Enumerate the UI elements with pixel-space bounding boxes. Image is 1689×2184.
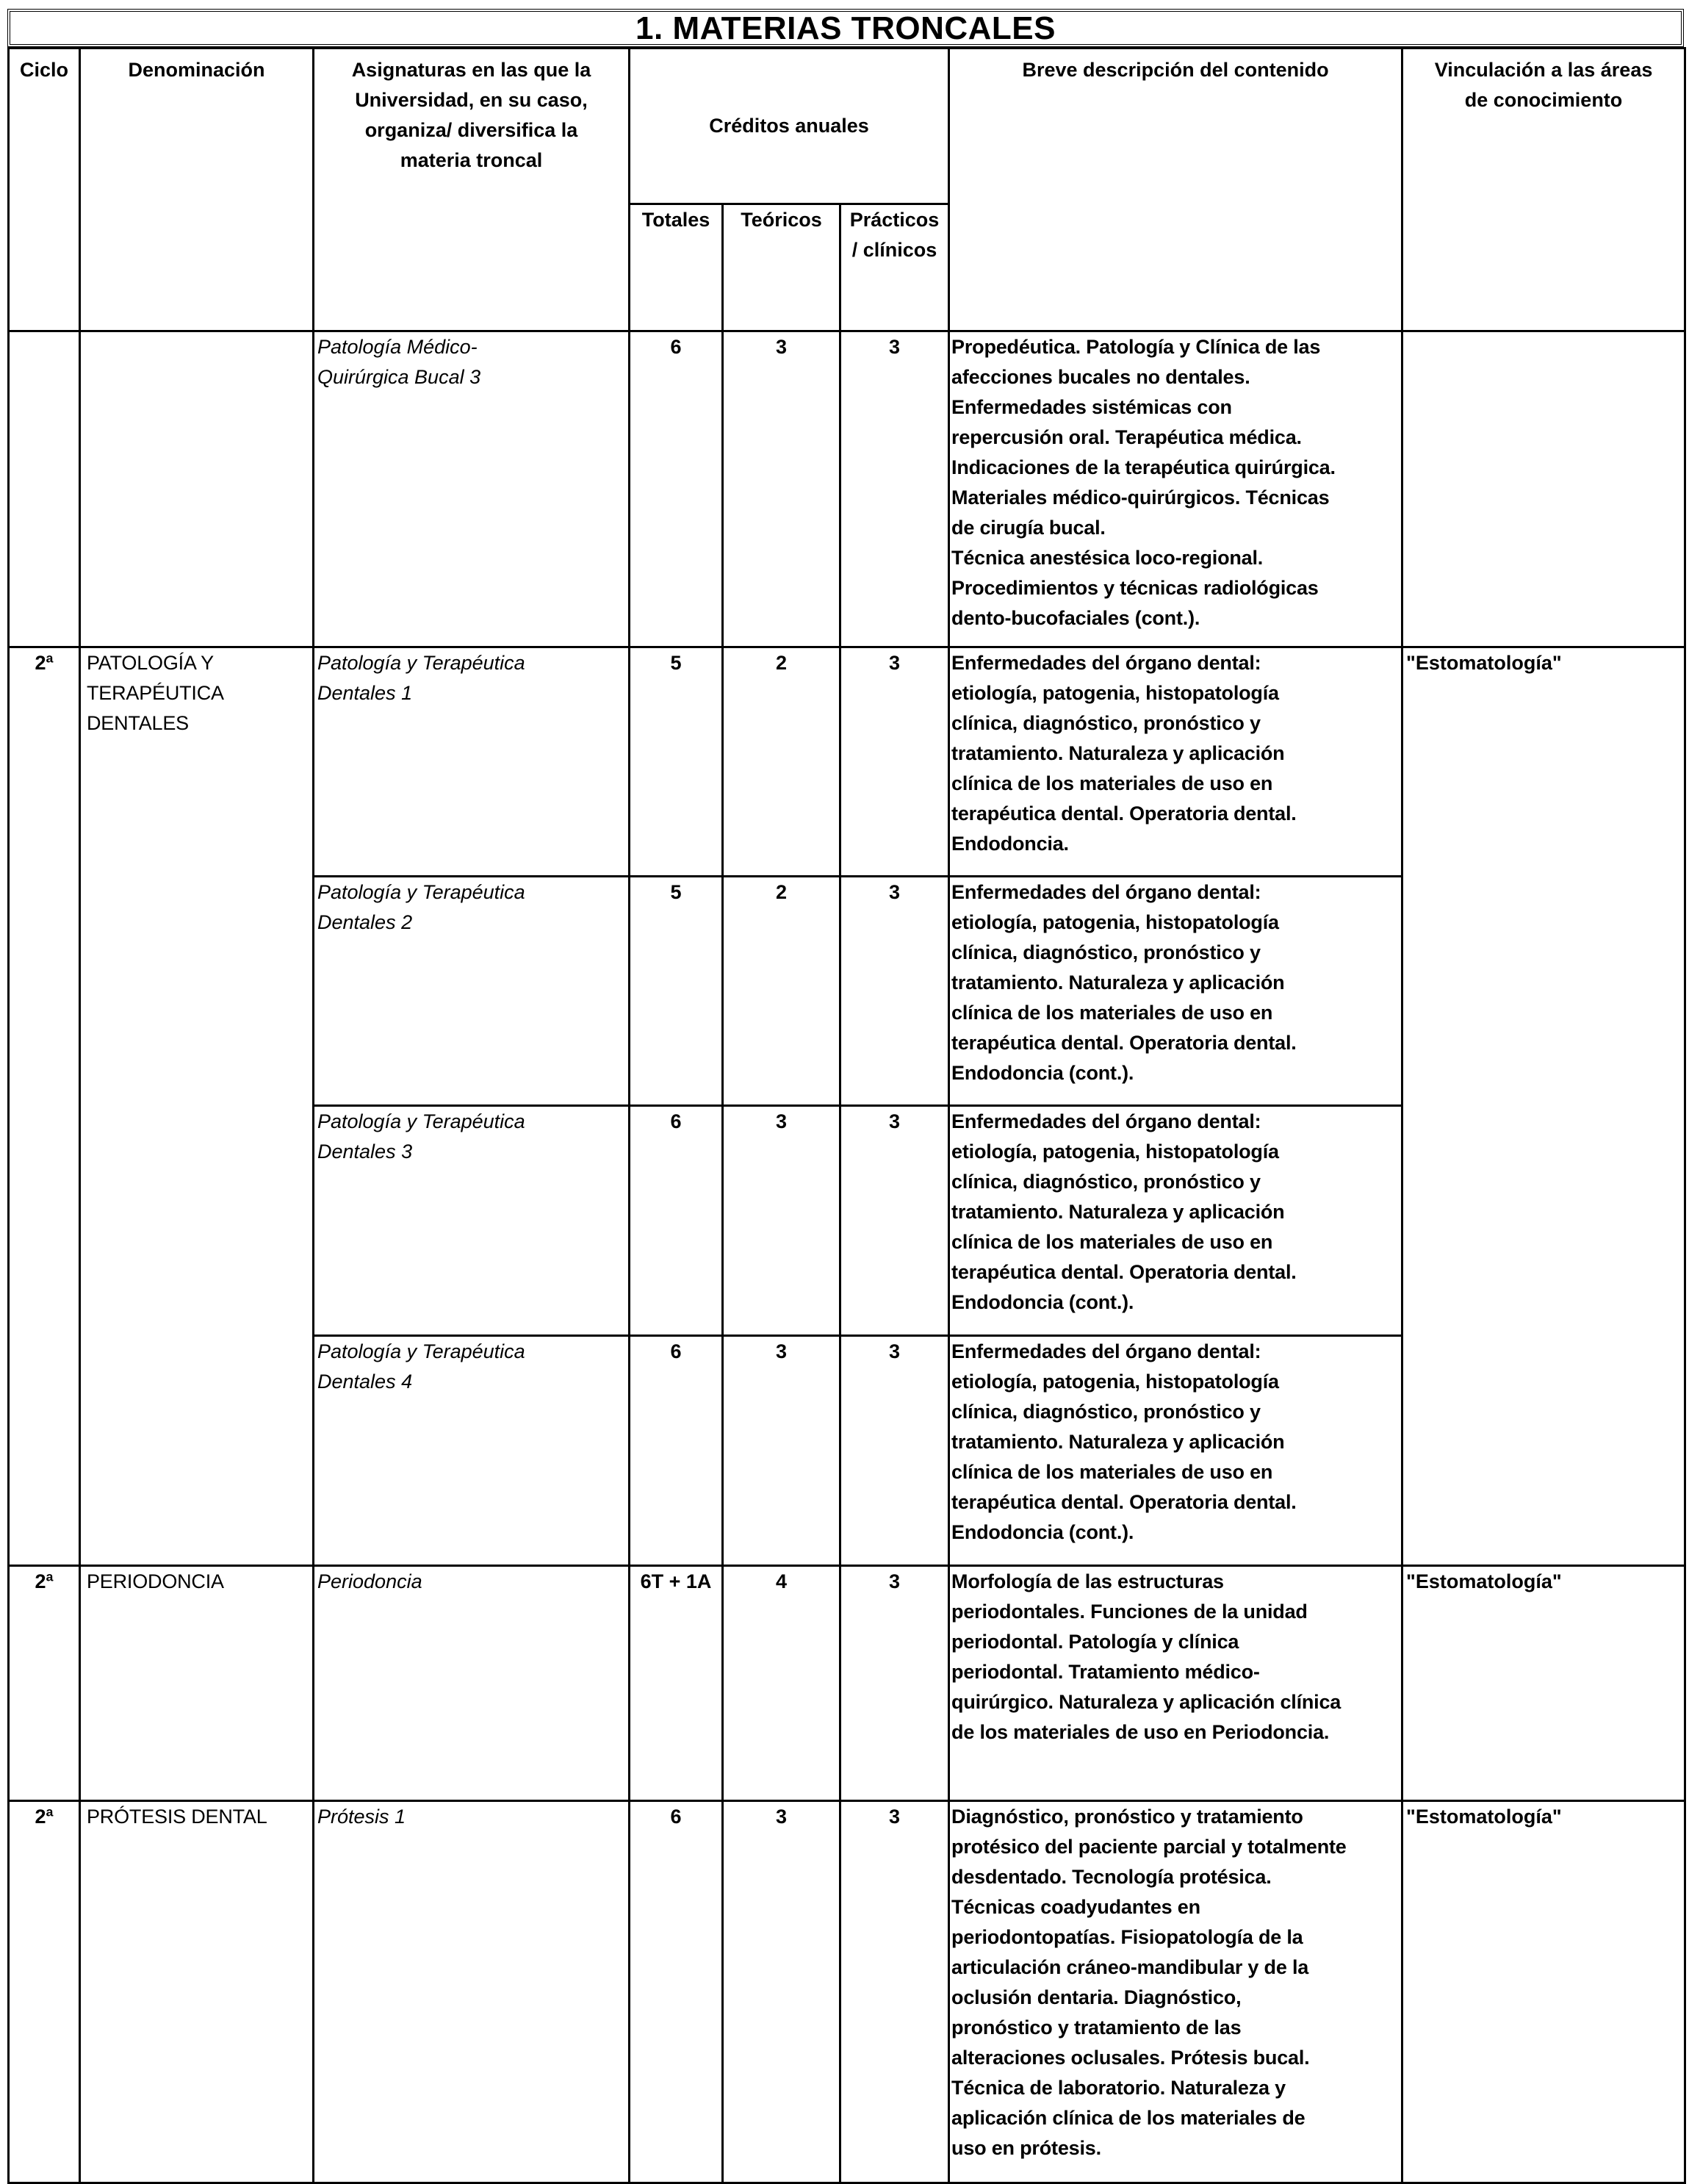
subject-line: Patología Médico-: [317, 336, 478, 358]
description-line: aplicación clínica de los materiales de: [951, 2107, 1306, 2129]
subject-line: Patología y Terapéutica: [317, 881, 525, 903]
table-row: [9, 1566, 1685, 1801]
denominacion-line: PERIODONCIA: [87, 1570, 224, 1592]
description-line: Técnica de laboratorio. Naturaleza y: [951, 2077, 1286, 2099]
description-line: clínica de los materiales de uso en: [951, 1461, 1273, 1483]
subject-line: Patología y Terapéutica: [317, 1110, 525, 1132]
header-practicos-line: Prácticos: [849, 209, 940, 231]
description-line: Endodoncia.: [951, 833, 1069, 855]
denominacion-cell: [80, 647, 314, 1566]
practicos-cell: 3: [840, 647, 949, 877]
description-line: clínica, diagnóstico, pronóstico y: [951, 712, 1261, 734]
description-cell: [949, 647, 1402, 877]
description-line: de cirugía bucal.: [951, 517, 1106, 539]
description-line: clínica de los materiales de uso en: [951, 1231, 1273, 1253]
subject-line: Dentales 2: [317, 911, 413, 933]
totales-cell: 6T + 1A: [630, 1566, 723, 1801]
page-title: 1. MATERIAS TRONCALES: [635, 10, 1056, 46]
header-totales: Totales: [630, 204, 723, 331]
description-line: Enfermedades del órgano dental:: [951, 1110, 1261, 1132]
troncales-table: [7, 47, 1686, 2184]
ciclo-cell: 2ª: [9, 1801, 80, 2183]
description-line: Técnica anestésica loco-regional.: [951, 547, 1264, 569]
header-practicos: [840, 204, 949, 331]
subject-line: Dentales 3: [317, 1141, 413, 1163]
description-line: Morfología de las estructuras: [951, 1570, 1224, 1592]
teoricos-cell: 3: [723, 1801, 840, 2183]
header-descripcion: Breve descripción del contenido: [949, 49, 1402, 331]
totales-cell: 6: [630, 1801, 723, 2183]
denominacion-cell: [80, 1801, 314, 2183]
subject-line: Patología y Terapéutica: [317, 652, 525, 674]
description-cell: [949, 331, 1402, 647]
description-line: Enfermedades del órgano dental:: [951, 652, 1261, 674]
practicos-cell: 3: [840, 1336, 949, 1566]
description-line: tratamiento. Naturaleza y aplicación: [951, 1201, 1285, 1223]
practicos-cell: 3: [840, 1801, 949, 2183]
description-line: repercusión oral. Terapéutica médica.: [951, 426, 1302, 448]
practicos-cell: 3: [840, 1566, 949, 1801]
subject-cell: [314, 647, 630, 877]
subject-cell: [314, 331, 630, 647]
subject-line: Periodoncia: [317, 1570, 422, 1592]
description-line: Propedéutica. Patología y Clínica de las: [951, 336, 1321, 358]
header-vinculacion-line: Vinculación a las áreas: [1434, 59, 1653, 81]
description-line: terapéutica dental. Operatoria dental.: [951, 1261, 1297, 1283]
denominacion-cell: [80, 331, 314, 647]
description-line: afecciones bucales no dentales.: [951, 366, 1250, 388]
description-line: tratamiento. Naturaleza y aplicación: [951, 742, 1285, 764]
denominacion-line: TERAPÉUTICA: [87, 682, 224, 704]
subject-line: Dentales 4: [317, 1371, 413, 1393]
description-line: de los materiales de uso en Periodoncia.: [951, 1721, 1330, 1743]
description-cell: [949, 1336, 1402, 1566]
vinculacion-cell: "Estomatología": [1402, 1801, 1685, 2183]
description-line: periodontal. Patología y clínica: [951, 1631, 1239, 1653]
description-line: periodontales. Funciones de la unidad: [951, 1601, 1308, 1623]
description-line: tratamiento. Naturaleza y aplicación: [951, 1431, 1285, 1453]
description-line: etiología, patogenia, histopatología: [951, 1141, 1279, 1163]
description-cell: [949, 1801, 1402, 2183]
description-line: etiología, patogenia, histopatología: [951, 682, 1279, 704]
subject-line: Quirúrgica Bucal 3: [317, 366, 481, 388]
description-line: Materiales médico-quirúrgicos. Técnicas: [951, 486, 1330, 509]
description-line: terapéutica dental. Operatoria dental.: [951, 1032, 1297, 1054]
subject-cell: [314, 877, 630, 1106]
description-line: quirúrgico. Naturaleza y aplicación clínica: [951, 1691, 1342, 1713]
ciclo-cell: [9, 331, 80, 647]
teoricos-cell: 4: [723, 1566, 840, 1801]
description-cell: [949, 1106, 1402, 1336]
description-line: clínica de los materiales de uso en: [951, 1002, 1273, 1024]
practicos-cell: 3: [840, 331, 949, 647]
description-line: periodontal. Tratamiento médico-: [951, 1661, 1260, 1683]
description-line: Diagnóstico, pronóstico y tratamiento: [951, 1806, 1303, 1828]
description-line: Endodoncia (cont.).: [951, 1521, 1134, 1543]
subject-line: Patología y Terapéutica: [317, 1340, 525, 1362]
description-cell: [949, 877, 1402, 1106]
description-line: pronóstico y tratamiento de las: [951, 2016, 1242, 2038]
header-creditos: Créditos anuales: [630, 49, 949, 204]
totales-cell: 6: [630, 1106, 723, 1336]
description-line: clínica, diagnóstico, pronóstico y: [951, 941, 1261, 963]
description-line: Procedimientos y técnicas radiológicas: [951, 577, 1319, 599]
teoricos-cell: 3: [723, 331, 840, 647]
description-line: Endodoncia (cont.).: [951, 1291, 1134, 1313]
description-line: Endodoncia (cont.).: [951, 1062, 1134, 1084]
header-asignaturas-line: Universidad, en su caso,: [355, 89, 588, 111]
header-vinculacion: [1402, 49, 1685, 331]
description-line: etiología, patogenia, histopatología: [951, 1371, 1279, 1393]
description-line: etiología, patogenia, histopatología: [951, 911, 1279, 933]
description-line: Enfermedades del órgano dental:: [951, 1340, 1261, 1362]
subject-cell: [314, 1106, 630, 1336]
description-line: clínica, diagnóstico, pronóstico y: [951, 1401, 1261, 1423]
practicos-cell: 3: [840, 877, 949, 1106]
denominacion-line: PRÓTESIS DENTAL: [87, 1806, 267, 1828]
denominacion-cell: [80, 1566, 314, 1801]
totales-cell: 6: [630, 331, 723, 647]
description-line: Técnicas coadyudantes en: [951, 1896, 1200, 1918]
header-asignaturas-line: organiza/ diversifica la: [364, 119, 578, 141]
header-asignaturas-line: materia troncal: [400, 149, 543, 171]
teoricos-cell: 2: [723, 877, 840, 1106]
header-asignaturas: [314, 49, 630, 331]
totales-cell: 5: [630, 647, 723, 877]
header-denominacion: Denominación: [80, 49, 314, 331]
description-line: dento-bucofaciales (cont.).: [951, 607, 1200, 629]
totales-cell: 5: [630, 877, 723, 1106]
header-ciclo: Ciclo: [9, 49, 80, 331]
ciclo-cell: 2ª: [9, 1566, 80, 1801]
description-cell: [949, 1566, 1402, 1801]
subject-line: Dentales 1: [317, 682, 413, 704]
subject-cell: [314, 1566, 630, 1801]
description-line: Enfermedades sistémicas con: [951, 396, 1232, 418]
description-line: alteraciones oclusales. Prótesis bucal.: [951, 2047, 1310, 2069]
practicos-cell: 3: [840, 1106, 949, 1336]
vinculacion-cell: [1402, 331, 1685, 647]
description-line: uso en prótesis.: [951, 2137, 1101, 2159]
table-row: [9, 1801, 1685, 2183]
table-row: [9, 331, 1685, 647]
subject-cell: [314, 1336, 630, 1566]
description-line: Indicaciones de la terapéutica quirúrgica.: [951, 456, 1336, 478]
denominacion-line: PATOLOGÍA Y: [87, 652, 214, 674]
title-box: [7, 9, 1684, 47]
description-line: oclusión dentaria. Diagnóstico,: [951, 1986, 1242, 2008]
description-line: terapéutica dental. Operatoria dental.: [951, 802, 1297, 825]
description-line: terapéutica dental. Operatoria dental.: [951, 1491, 1297, 1513]
totales-cell: 6: [630, 1336, 723, 1566]
vinculacion-cell: "Estomatología": [1402, 647, 1685, 1566]
header-vinculacion-line: de conocimiento: [1464, 89, 1623, 111]
description-line: protésico del paciente parcial y totalmente: [951, 1836, 1347, 1858]
ciclo-cell: 2ª: [9, 647, 80, 1566]
teoricos-cell: 3: [723, 1336, 840, 1566]
header-asignaturas-line: Asignaturas en las que la: [351, 59, 591, 81]
teoricos-cell: 3: [723, 1106, 840, 1336]
description-line: desdentado. Tecnología protésica.: [951, 1866, 1272, 1888]
header-practicos-line: / clínicos: [851, 239, 937, 261]
table-row: [9, 647, 1685, 877]
description-line: articulación cráneo-mandibular y de la: [951, 1956, 1309, 1978]
vinculacion-cell: "Estomatología": [1402, 1566, 1685, 1801]
teoricos-cell: 2: [723, 647, 840, 877]
description-line: Enfermedades del órgano dental:: [951, 881, 1261, 903]
description-line: tratamiento. Naturaleza y aplicación: [951, 971, 1285, 994]
subject-cell: [314, 1801, 630, 2183]
subject-line: Prótesis 1: [317, 1806, 406, 1828]
description-line: clínica, diagnóstico, pronóstico y: [951, 1171, 1261, 1193]
header-teoricos: Teóricos: [723, 204, 840, 331]
description-line: periodontopatías. Fisiopatología de la: [951, 1926, 1303, 1948]
header-row: [9, 49, 1685, 204]
description-line: clínica de los materiales de uso en: [951, 772, 1273, 794]
denominacion-line: DENTALES: [87, 712, 189, 734]
